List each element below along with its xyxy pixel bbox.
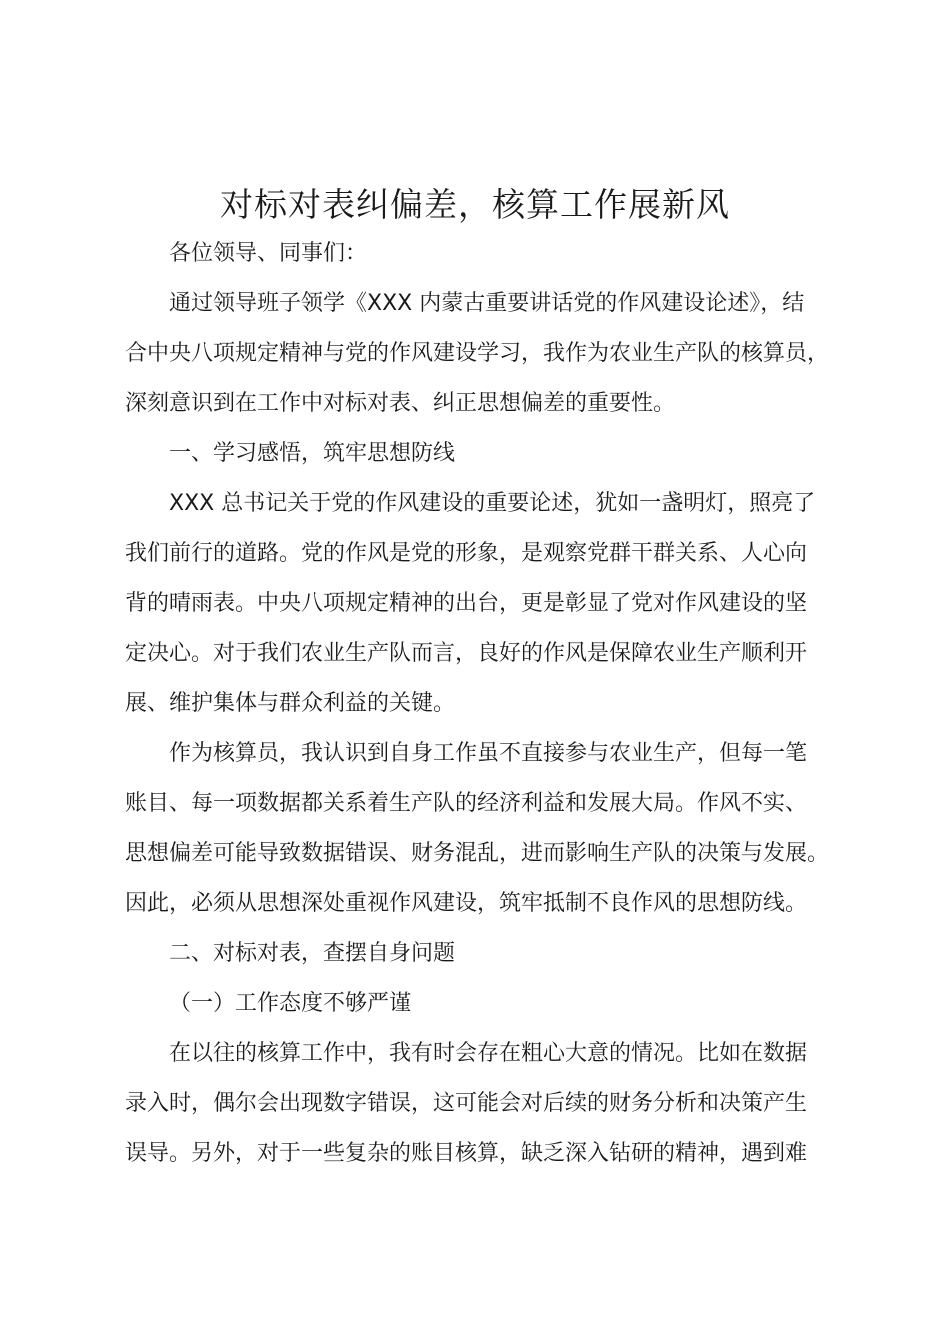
text-line: 展、维护集体与群众利益的关键。 bbox=[125, 691, 456, 716]
intro-paragraph bbox=[125, 279, 855, 429]
subsection-heading-1 bbox=[125, 979, 855, 1029]
text-line: 一、学习感悟，筑牢思想防线 bbox=[169, 441, 456, 466]
text-line: 我们前行的道路。党的作风是党的形象，是观察党群干群关系、人心向 bbox=[125, 541, 808, 566]
section-heading-1 bbox=[125, 429, 855, 479]
text-line: 二、对标对表，查摆自身问题 bbox=[169, 941, 456, 966]
text-line: 在以往的核算工作中，我有时会存在粗心大意的情况。比如在数据 bbox=[169, 1041, 808, 1066]
section-1-paragraph-2 bbox=[125, 729, 855, 929]
document-title: 对标对表纠偏差，核算工作展新风 bbox=[220, 185, 730, 224]
text-line: 因此，必须从思想深处重视作风建设，筑牢抵制不良作风的思想防线。 bbox=[125, 891, 808, 916]
document-body bbox=[125, 229, 855, 1179]
salutation bbox=[125, 229, 855, 279]
section-1-paragraph-1 bbox=[125, 479, 855, 729]
text-line: 思想偏差可能导致数据错误、财务混乱，进而影响生产队的决策与发展。 bbox=[125, 841, 830, 866]
text-line: 通过领导班子领学《XXX 内蒙古重要讲话党的作风建设论述》，结 bbox=[169, 291, 805, 316]
text-line: 作为核算员，我认识到自身工作虽不直接参与农业生产，但每一笔 bbox=[169, 741, 808, 766]
text-line: 账目、每一项数据都关系着生产队的经济利益和发展大局。作风不实、 bbox=[125, 791, 808, 816]
text-line: 各位领导、同事们： bbox=[169, 241, 368, 266]
text-line: 录入时，偶尔会出现数字错误，这可能会对后续的财务分析和决策产生 bbox=[125, 1091, 808, 1116]
text-line: 背的晴雨表。中央八项规定精神的出台，更是彰显了党对作风建设的坚 bbox=[125, 591, 808, 616]
text-line: 定决心。对于我们农业生产队而言，良好的作风是保障农业生产顺利开 bbox=[125, 641, 808, 666]
text-line: 误导。另外，对于一些复杂的账目核算，缺乏深入钻研的精神，遇到难 bbox=[125, 1141, 808, 1166]
subsection-1-paragraph bbox=[125, 1029, 855, 1179]
text-line: XXX 总书记关于党的作风建设的重要论述，犹如一盏明灯，照亮了 bbox=[169, 491, 816, 516]
text-line: 深刻意识到在工作中对标对表、纠正思想偏差的重要性。 bbox=[125, 391, 676, 416]
text-line: 合中央八项规定精神与党的作风建设学习，我作为农业生产队的核算员， bbox=[125, 341, 830, 366]
text-line: （一）工作态度不够严谨 bbox=[169, 991, 412, 1016]
section-heading-2 bbox=[125, 929, 855, 979]
